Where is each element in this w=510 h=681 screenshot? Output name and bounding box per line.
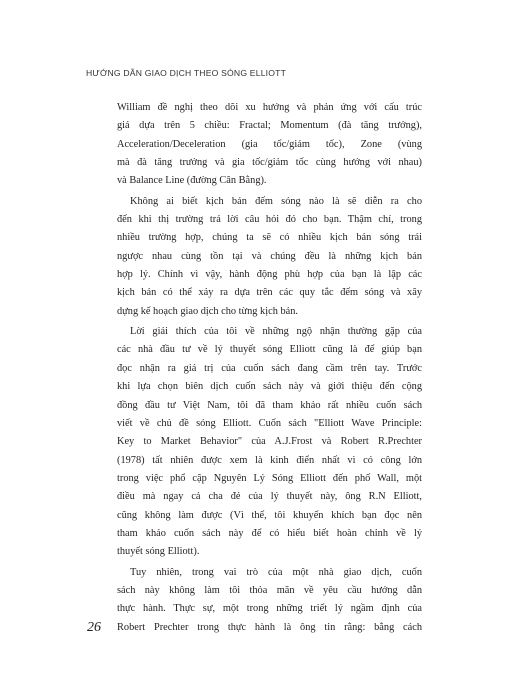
text-line: mà đà tăng trưởng và gia tốc/giảm tốc cùng hướng với nhau) (117, 157, 422, 169)
text-line: Robert Prechter trong thực hành là ông tin rằng: bằng cách (117, 621, 422, 633)
text-line: nhiều trường hợp, chúng ta sẽ có nhiều kịch bản sóng trái (117, 232, 422, 244)
paragraph (117, 323, 422, 561)
text-line: (1978) tất nhiên được xem là kinh điển nhất vì có công lớn (117, 454, 422, 466)
text-line: cũng không làm được (Vì thế, tôi khuyến khích bạn đọc nên (117, 509, 422, 521)
text-line: thuyết sóng Elliott). (117, 546, 200, 558)
paragraph (117, 99, 422, 191)
text-line: đồng đầu tư Việt Nam, tôi đã tham khảo rất nhiều cuốn sách (117, 399, 422, 411)
text-line: dựng kế hoạch giao dịch cho từng kịch bản. (117, 305, 298, 317)
body-text (117, 99, 422, 637)
text-line: hợp lý. Chính vì vậy, hành động phù hợp của bạn là lập các (117, 269, 422, 281)
text-line: Key to Market Behavior" của A.J.Frost và Robert R.Prechter (117, 436, 422, 448)
text-line: Acceleration/Deceleration (gia tốc/giảm tốc), Zone (vùng (117, 138, 422, 150)
text-line: viết về chủ đề sóng Elliott. Cuốn sách "Elliott Wave Principle: (117, 417, 422, 429)
page-number: 26 (87, 620, 101, 635)
text-line: sách này không làm tôi thỏa mãn về yêu cầu hướng dẫn (117, 584, 422, 596)
text-line: William đề nghị theo dõi xu hướng và phản ứng với cấu trúc (117, 102, 422, 113)
text-line: giá dựa trên 5 chiều: Fractal; Momentum (đà tăng trưởng), (117, 120, 422, 132)
text-line: đến khi thị trường trả lời câu hỏi đó cho bạn. Thậm chí, trong (117, 214, 422, 226)
text-line: các nhà đầu tư về lý thuyết sóng Elliott cũng là để giúp bạn (117, 344, 422, 356)
text-line: đọc nhận ra giá trị của cuốn sách đang cầm trên tay. Trước (117, 362, 422, 374)
text-line: Tuy nhiên, trong vai trò của một nhà giao dịch, cuốn (130, 566, 422, 578)
paragraph (117, 193, 422, 321)
text-line: trong việc phổ cập Nguyên Lý Sóng Elliott đến phố Wall, một (117, 472, 422, 484)
text-line: và Balance Line (đường Cân Bằng). (117, 175, 267, 187)
text-line: thực hành. Thực sự, một trong những triết lý ngầm định của (117, 603, 422, 615)
text-line: kịch bản có thể xảy ra dựa trên các quy tắc đếm sóng và xây (117, 287, 422, 299)
text-line: Lời giải thích của tôi về những ngộ nhận thường gặp của (130, 326, 422, 338)
text-line: ngược nhau cùng tồn tại và chúng đều là những kịch bản (117, 250, 422, 262)
text-line: điều mà ngay cả cha đẻ của lý thuyết này, ông R.N Elliott, (117, 491, 422, 503)
running-head: HƯỚNG DẪN GIAO DỊCH THEO SÓNG ELLIOTT (86, 68, 287, 78)
text-line: Không ai biết kịch bản đếm sóng nào là sẽ diễn ra cho (130, 195, 422, 207)
text-line: tham khảo cuốn sách này để có hiểu biết hoàn chỉnh về lý (117, 527, 422, 539)
paragraph (117, 564, 422, 637)
text-line: khi lựa chọn biên dịch cuốn sách này và giới thiệu đến cộng (117, 381, 422, 393)
